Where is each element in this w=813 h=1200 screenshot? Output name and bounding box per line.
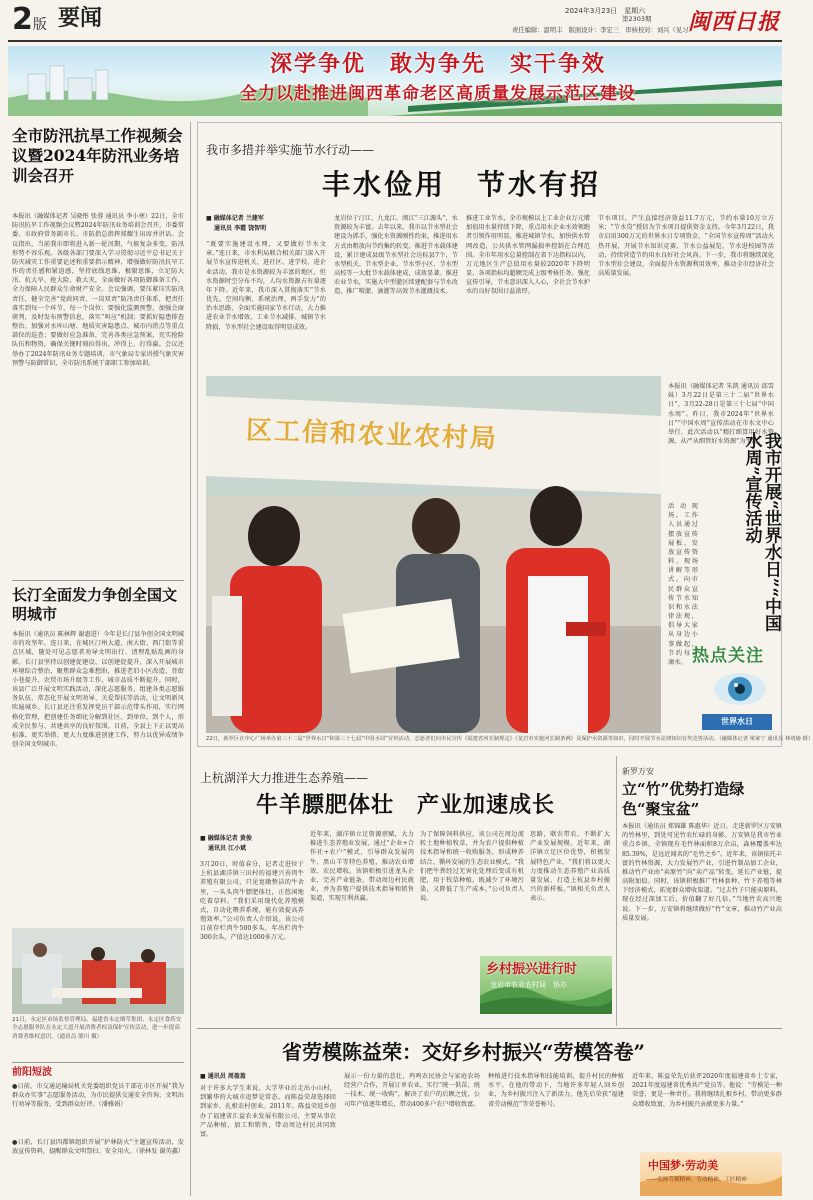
masthead-rule	[8, 40, 782, 42]
feature-side-body: 活动现场，工作人员通过摆放宣传展板、发放宣传资料、现场讲解等形式，向市民群众宣传节水知识和水法律法规，倡导大家从身边小事做起，节约每一滴水。	[668, 503, 698, 666]
left-divider-2	[12, 1062, 184, 1063]
feature-byline-1: ■ 融媒体记者 兰建军	[206, 215, 264, 222]
left-divider-1	[12, 580, 184, 581]
story3-headline: 立“竹”优势打造绿色“聚宝盆”	[622, 780, 745, 818]
feature-col-1: “既要实施建设水网，又要做好节水文章。”连日来，市水利局联合相关部门深入开展节水宣传进机关、进社区、进学校、进企业活动。我市是水资源较为丰富的地区，但水资源时空分布不均，人均水资源占有量逐年下降。近年来，我市深入贯彻落实“节水优先、空间均衡、系统治理、两手发力”的治水思路，全面实施国家节水行动，大力推进农业节水增效、工业节水减排、城镇节水降损，节水型社会建设取得明显成效。	[206, 241, 326, 331]
labor-badge-sub: ——弘扬劳模精神、劳动精神、工匠精神	[646, 1177, 747, 1183]
left-bottom-title: 前阳短波	[12, 1067, 52, 1078]
banner-line-2: 全力以赴推进闽西革命老区高质量发展示范区建设	[240, 84, 636, 104]
page-number-suffix: 版	[32, 17, 47, 33]
hotspot-badge-title: 热点关注	[692, 646, 764, 666]
story2-separator	[616, 756, 617, 1026]
feature-headline: 丰水俭用 节水有招	[322, 168, 602, 201]
feature-photo-sign: 区工信和农业农村局	[245, 415, 499, 455]
page-number-digit: 2	[12, 2, 33, 37]
left-bottom-item-2: ●日前，长汀县四都镇组织开展“护林防火”主题宣传活动，发放宣传资料，提醒群众文明祭扫、安全用火。（徐林发 谢英鑫）	[12, 1139, 185, 1156]
feature-side-headline: 我市开展“世界水日”“中国水周”宣传活动	[741, 432, 781, 632]
left-photo-consumer-rights	[12, 928, 184, 1014]
hotspot-badge-sub: 世界水日	[702, 714, 772, 730]
story2-col-1: 3月20日，时值春分，记者走进位于上杭县湖洋镇三田村的福建兴善肉牛养殖有限公司，只见宽敞整洁的牛舍里，一头头肉牛膘肥体壮，正悠闲地吃着草料。“我们采用现代化养殖模式，自动化喂养系统，能有效提高养殖效率。”公司负责人介绍说。该公司目前存栏肉牛500多头，年出栏肉牛300余头，产值达1000多万元。	[200, 861, 304, 942]
feature-photo-caption: 22日，新罗区在中心广场举办第三十二届“世界水日”和第三十七届“中国水周”宣传活动，志愿者们向市民宣传《福建省河长制规定》《龙岩市实施河长制条例》及保护水资源等知识，同时开展节水法律知识有奖竞答活动。（融媒体记者 梁家宁 通讯员 林靖瑜 摄）	[206, 736, 813, 742]
story2-col-2: 近年来，湖洋镇立足资源禀赋，大力推进生态养殖业发展，通过“企业+合作社+农户”模式，引导群众发展肉牛、黑山羊等特色养殖，推动农业增效、农民增收。该镇积极引进龙头企业，完善产业链条，带动周边村民就业，并为养殖户提供技术指导和销售渠道，实现互利共赢。	[310, 831, 414, 903]
story2-headline: 牛羊膘肥体壮 产业加速成长	[256, 792, 556, 818]
rural-promo	[480, 956, 612, 1014]
left-mid-headline: 长汀全面发力争创全国文明城市	[12, 586, 178, 624]
section-title: 要闻	[58, 6, 103, 31]
layout-credit: 版面设计：李宏三	[568, 27, 620, 34]
feature-photo-water-day	[206, 376, 661, 733]
left-photo-scene	[12, 928, 184, 1014]
feature-col-4: 节水项目，产生直接经济效益11.7万元，节约水量10万立方米；“节水贷”授信为节水项目提供资金支持。今年3月22日，我市启用300万元的世界水日专项资金，“全国节水宣传周”活动火热开展，开展节水知识竞赛、节水公益展览、节水进校园等活动，持续营造节约用水良好社会风尚。下一步，我市将继续深化节水型社会建设，全面提升水资源利用效率，推动全市经济社会高质量发展。	[598, 215, 774, 278]
story4-headline: 省劳模陈益荣：交好乡村振兴“劳模答卷”	[282, 1040, 646, 1064]
page-number	[12, 2, 47, 37]
issue-date: 2024年3月23日	[565, 7, 618, 15]
labor-badge-title: 中国梦·劳动美	[648, 1159, 719, 1172]
story4-col-4: 近年来，陈益荣先后获评2020年度福建省乡土专家，2021年度福建省优秀共产党员等。他说：“劳模是一种荣誉，更是一种责任。我将继续扎根乡村，带动更多群众增收致富，为乡村振兴贡献更多力量。”	[632, 1073, 782, 1108]
left-top-headline: 全市防汛抗旱工作视频会议暨2024年防汛业务培训会召开	[12, 126, 183, 185]
story2-col-3: 为了保障饲料供应，该公司在周边流转土地种植牧草，并为农户提供种植技术指导和统一收购服务，形成种养结合、循环发展的生态农业模式。“我们把牛粪经过无害化处理后变成有机肥，用于牧草种植，既减少了环境污染，又降低了生产成本。”公司负责人说。	[420, 831, 524, 903]
story4-col-3: 种植进行技术指导和技能培训，提升村民的种植水平。在他的带动下，当地许多年轻人回乡创业，为乡村振兴注入了新活力。他先后荣获“福建省劳动模范”等荣誉称号。	[488, 1073, 624, 1108]
bottom-divider	[197, 1028, 782, 1029]
slogan-banner	[8, 46, 782, 116]
masthead-credits	[512, 26, 695, 35]
issue-weekday: 星期六	[624, 7, 646, 15]
editor-credit: 责任编辑：温明丰	[512, 27, 563, 34]
story2-kicker: 上杭湖洋大力推进生态养殖——	[200, 771, 369, 785]
promo-title: 乡村振兴进行时	[486, 962, 578, 977]
feature-byline-2: 通讯员 李霞 饶智明	[214, 225, 267, 232]
left-photo-caption: 21日，永定区市场监督管理局、福建省永定烟草集团、永定区食药安全志愿服务队在永定大道开展消费者权益保护宣传活动，进一步提高消费者维权意识。（通讯员 熊川 摄）	[12, 1017, 182, 1040]
story4-col-1: 对于许多大学生来说，大学毕业后走出小山村，到繁华的大城市追梦是常态。而陈益荣却选择回到家乡，扎根农村创业。2011年，陈益荣返乡创办了福建省汇益农业发展有限公司，主要从事农产品种植、加工和销售，带动周边村民共同致富。	[200, 1085, 336, 1138]
paper-name-logo: 闽西日报	[688, 9, 781, 35]
story2-col-4: 思路，联农带农，不断扩大产业发展规模。近年来，湖洋镇立足区位优势，积极发展特色产业，“我们将以更大力度推动生态养殖产业高质量发展，打造上杭县乡村振兴的新样板。”镇相关负责人表示。	[530, 831, 610, 903]
left-top-body: 本报讯（融媒体记者 吴晓彤 张蓉 通讯员 李小寒）22日，全市防汛抗旱工作视频会议暨2024年防汛业务培训会召开，市委常委、市政府常务副市长、市防指总指挥郑耀生出席并讲话。会议指出，当前我市即将进入新一轮汛期，气候复杂多变，防汛形势不容乐观。各级各部门要深入学习贯彻习近平总书记关于防灾减灾工作重要论述和重要指示精神，增强做好防汛抗旱工作的责任感和紧迫感，坚持底线思维、极限思维，立足防大汛、抗大旱、抢大险、救大灾，全面做好各项防御准备工作，全力保障人民群众生命财产安全。会议强调，要压紧压实防汛责任，健全完善“党政同责、一岗双责”防汛责任体系，把责任落实到每一个环节、每一个岗位；要强化监测预警，加强会商研判，及时发布预警信息，落实“叫应”机制；要抓好隐患排查整治，加强对水库山塘、地质灾害隐患点、城市内涝点等重点部位的巡查；要做好应急准备，完善各类应急预案，充实抢险队伍和物资，确保关键时刻拉得出、冲得上、打得赢。会议还举办了2024年防汛业务专题培训，市气象局专家讲授气象灾害预警与防御常识，全市防汛系统干部职工参加培训。	[12, 213, 184, 367]
column-separator	[190, 122, 191, 1196]
hotspot-badge	[692, 642, 776, 736]
feature-col-2: 龙岩位于汀江、九龙江、闽江“三江源头”，水资源较为丰富。去年以来，我市以节水型社会建设为抓手，强化水资源刚性约束，推进用水方式由粗放向节约集约转变。推进节水载体建设，累计建成县级节水型社会达标县7个，节水型机关、节水型企业、节水型小区、节水型高校等一大批节水载体建成，成效显著。推进农业节水，实施大中型灌区续建配套与节水改造，推广喷灌、滴灌等高效节水灌溉技术。	[334, 215, 458, 296]
story4-col-2: 展示一份力量的悲壮，鸡鸣农民协会与家庭农场经营户合作，开展订单农业，实行“统一供苗、统一技术、统一收购”，解决了农户的后顾之忧，公司年产值逐年增长，带动400多户农户增收致富。	[344, 1073, 480, 1108]
eye-icon	[712, 668, 768, 710]
story3-body: 本报讯（通讯员 郑锦雄 陈惠华）近日，走进新罗区万安镇的竹林里，到处可见竹农忙碌的身影。万安镇是我市竹业重点乡镇，全镇现有毛竹林面积8万余亩，森林覆盖率达85.39%，是远近闻名的“毛竹之乡”。近年来，该镇依托丰富的竹林资源，大力发展竹产业，引进竹制品加工企业，推动竹产业由“卖原竹”向“卖产品”转变，延长产业链，提高附加值。同时，该镇积极推广竹林套种、竹下养殖等林下经济模式，拓宽群众增收渠道。“过去竹子只能卖原料，现在经过深加工后，价值翻了好几倍。”当地竹农高兴地说。下一步，万安镇将继续做好“竹”文章，推动竹产业高质量发展。	[622, 823, 782, 922]
banner-line-1: 深学争优 敢为争先 实干争效	[269, 52, 606, 77]
story4-byline: ■ 通讯员 周盈盈	[200, 1073, 246, 1080]
labor-badge	[640, 1152, 782, 1196]
masthead-edition: 第2303期	[622, 15, 652, 23]
masthead	[0, 0, 790, 42]
feature-col-3: 推进工业节水，全市规模以上工业企业万元增加值用水量持续下降，重点用水企业水效领跑者引领作用明显。推进城镇节水，加快供水管网改造，公共供水管网漏损率控制在合理范围。全市年用水总量控制在省下达指标以内，万元地区生产总值用水量较2020年下降明显，各项指标均超额完成上级考核任务。强化宣传引导，节水意识深入人心，全社会节水护水的良好氛围日益浓厚。	[466, 215, 590, 296]
left-bottom-item-1: ●日前，市交通运输局机关党委组织党员干部在市区开展“我为群众办实事”志愿服务活动，为市民提供交通安全咨询、文明出行劝导等服务，受到群众好评。（潘雅娟）	[12, 1083, 184, 1109]
feature-kicker: 我市多措并举实施节水行动——	[206, 143, 375, 157]
left-mid-body: 本报讯（通讯员 陈林辉 谢惠进）今年是长汀县争创全国文明城市的攻坚年，连日来，在城区汀州大道、南大街、西门街等重点区域，随处可见志愿者劝导文明出行、清理乱贴乱画的身影。长汀县坚持以创建促建设、以创建促提升，深入开展城市环境综合整治，聚焦群众急难愁盼，推进老旧小区改造、背街小巷提升、农贸市场升级等工作，城市品质不断提升。同时，该县广泛开展文明实践活动，深化志愿服务，组建各类志愿服务队伍，常态化开展文明劝导、关爱帮扶等活动，让文明新风吹遍城乡。长汀县还注重发挥党员干部示范带头作用，实行网格化管理，把创建任务细化分解到社区、到单位、到个人，形成全民参与、共建共享的良好氛围。目前，全县上下正以更高标准、更实举措、更大力度推进创建工作，努力以优异成绩争创全国文明城市。	[12, 631, 184, 749]
proof-credit: 审核校对：刘兴（见习）	[625, 27, 695, 34]
story2-byline-1: ■ 融媒体记者 黄俊	[200, 835, 252, 842]
story3-section: 新罗万安	[622, 767, 654, 776]
promo-sub: 龙岩市农业农村局 协办	[490, 981, 567, 989]
feature-side-intro: 本报讯（融媒体记者 朱凯 通讯员 邱雪妹）3月22日是第三十二届“世界水日”，3月22-28日是第三十七届“中国水周”。昨日，我市2024年“世界水日”“中国水周”宣传活动在市水文中心举行，此次活动以“精打细算用好水资源，从严从细管好水资源”为主题。	[668, 383, 774, 446]
story2-byline-2: 通讯员 江小斌	[208, 845, 247, 852]
